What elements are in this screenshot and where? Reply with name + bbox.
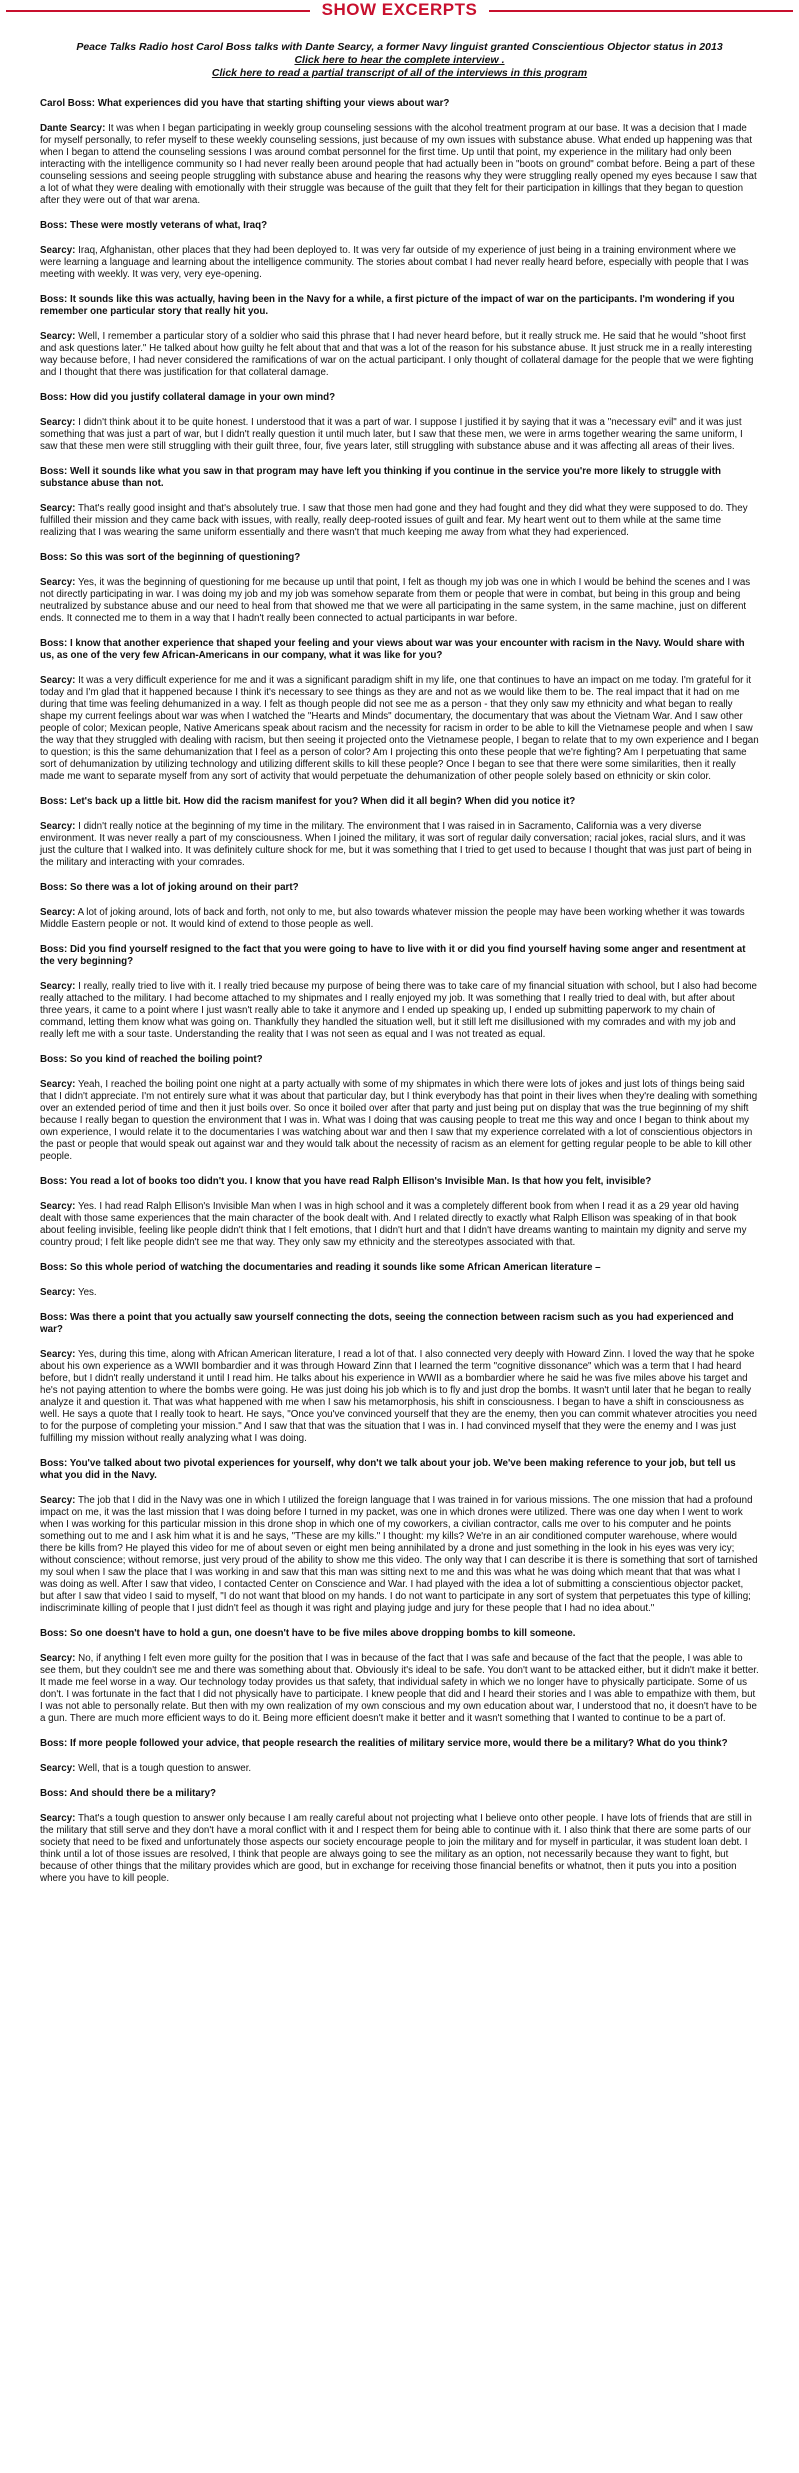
- speaker-label: Boss:: [40, 1458, 68, 1469]
- speaker-label: Searcy:: [40, 245, 76, 256]
- answer-text: Iraq, Afghanistan, other places that they had been deployed to. It was very far outside of my experience of just being in a training environment where we were learning a language and learning about the intelligence community. The stories about combat I had never really heard before, especially with people that I was meeting with weekly. It was very, very eye-opening.: [40, 245, 749, 280]
- question-text: So there was a lot of joking around on their part?: [69, 882, 299, 893]
- speaker-label: Searcy:: [40, 417, 76, 428]
- answer-text: Yes, it was the beginning of questioning for me because up until that point, I felt as though my job was one in which I would be behind the scenes and I was not directly participating in war. I was doing my job and my job was somehow separate from them or people that were in combat, but being in this group and being neutralized by substance abuse and our need to heal from that showed me that we were all participating in the same system, in the same machine, just on different ends. It connected me to them in a way that I hadn't really been connected to actual participants in war before.: [40, 577, 751, 624]
- answer-text: Well, I remember a particular story of a soldier who said this phrase that I had never heard before, but it really struck me. He said that he would "shoot first and ask questions later." He talked about how guilty he felt about that and that was a lot of the reason for his substance abuse. It just struck me in a really interesting way because before, I had never considered the ramifications of war on the actual participant. I only thought of collateral damage for the people that we were fighting and I thought that there was justification for that collateral damage.: [40, 331, 754, 378]
- speaker-label: Searcy:: [40, 1201, 76, 1212]
- question-paragraph: [40, 1312, 759, 1336]
- answer-paragraph: [40, 1763, 759, 1775]
- speaker-label: Searcy:: [40, 821, 76, 832]
- answer-paragraph: [40, 1349, 759, 1445]
- question-paragraph: [40, 882, 759, 894]
- answer-paragraph: [40, 907, 759, 931]
- speaker-label: Boss:: [40, 466, 68, 477]
- speaker-label: Boss:: [40, 1628, 68, 1639]
- intro: [40, 41, 759, 80]
- question-paragraph: [40, 1176, 759, 1188]
- speaker-label: Boss:: [40, 1788, 68, 1799]
- question-text: Well it sounds like what you saw in that program may have left you thinking if you continue in the service you're more likely to struggle with substance abuse than not.: [40, 466, 722, 489]
- answer-text: Yes.: [77, 1287, 97, 1298]
- page-title: SHOW EXCERPTS: [0, 0, 799, 20]
- intro-line: Peace Talks Radio host Carol Boss talks with Dante Searcy, a former Navy linguist granted Conscientious Objector status in 2013: [76, 41, 723, 53]
- speaker-label: Boss:: [40, 552, 68, 563]
- question-text: How did you justify collateral damage in your own mind?: [69, 392, 336, 403]
- speaker-label: Boss:: [40, 796, 68, 807]
- answer-paragraph: [40, 245, 759, 281]
- question-paragraph: [40, 392, 759, 404]
- question-text: So one doesn't have to hold a gun, one doesn't have to be five miles above dropping bombs to kill someone.: [69, 1628, 576, 1639]
- answer-text: That's a tough question to answer only because I am really careful about not projecting what I believe onto other people. I have lots of friends that are still in the military that still serve and they don't have a moral conflict with it and I respect them for being able to continue with it. I also think that there are some parts of our society that need to be fixed and unfortunately those aspects our society encourage people to join the military and for myself in particular, it was student loan debt. I think until a lot of those issues are resolved, I think that people are always going to see the military as an option, not necessarily because they want to fight, but because of other things that the military provides which are good, but in exchange for receiving those financial benefits or whatnot, then it puts you into a position where you have to kill people.: [40, 1813, 752, 1884]
- speaker-label: Boss:: [40, 220, 68, 231]
- answer-text: It was when I began participating in weekly group counseling sessions with the alcohol treatment program at our base. It was a decision that I made for myself personally, to refer myself to these weekly counseling sessions, just because of my own issues with substance abuse. What ended up happening was that when I began to attend the counseling sessions I was around combat personnel for the first time. Up until that point, my experience in the military had only been interacting with the intelligence community so I had never really been around people that had actually been in "boots on ground" combat before. Being a part of these counseling sessions and seeing people struggling with substance abuse and hearing the reasons why they were struggling really opened my eyes because I saw that a lot of what they were dealing with emotionally with their struggle was because of the guilt that they felt for their participation in killings that they began to question after they were out of that war arena.: [40, 123, 757, 206]
- speaker-label: Dante Searcy:: [40, 123, 106, 134]
- question-paragraph: [40, 294, 759, 318]
- answer-text: That's really good insight and that's absolutely true. I saw that those men had gone and they had fought and they did what they were supposed to do. They fulfilled their mission and they came back with issues, with really, really deep-rooted issues of guilt and fear. My heart went out to them while at the same time realizing that I was wearing the same uniform essentially and there wasn't that much keeping me away from what they had experienced.: [40, 503, 748, 538]
- answer-paragraph: [40, 1201, 759, 1249]
- answer-paragraph: [40, 821, 759, 869]
- question-paragraph: [40, 944, 759, 968]
- speaker-label: Searcy:: [40, 1349, 76, 1360]
- question-paragraph: [40, 220, 759, 232]
- question-paragraph: [40, 1458, 759, 1482]
- answer-text: Well, that is a tough question to answer.: [78, 1763, 252, 1774]
- answer-text: No, if anything I felt even more guilty for the position that I was in because of the fact that I was safe and because of the fact that the people, I was able to see them, but they couldn't see me and there was something about that. Obviously it's ideal to be safe. You don't want to be attacked either, but it didn't make it better. It made me feel worse in a way. Our technology today provides us that safety, that individual safety in which we no longer have to physically participate. Some of us don't. I was fortunate in the fact that I did not physically have to participate. I knew people that did and I heard their stories and I was able to empathize with them, but I was not able to personally relate. But then with my own realization of my own conscious and my own education about war, I understood that no, it doesn't have to be a gun. There are much more efficient ways to do it. Being more efficient doesn't make it better and it wasn't something that I wanted to continue to be a part of.: [40, 1653, 759, 1724]
- speaker-label: Boss:: [40, 1262, 68, 1273]
- question-paragraph: [40, 98, 759, 110]
- answer-paragraph: [40, 1287, 759, 1299]
- answer-paragraph: [40, 1495, 759, 1615]
- speaker-label: Searcy:: [40, 1495, 76, 1506]
- question-text: You read a lot of books too didn't you. I know that you have read Ralph Ellison's Invisible Man. Is that how you felt, invisible?: [69, 1176, 652, 1187]
- speaker-label: Boss:: [40, 1054, 68, 1065]
- question-paragraph: [40, 1054, 759, 1066]
- question-text: These were mostly veterans of what, Iraq?: [69, 220, 268, 231]
- speaker-label: Searcy:: [40, 577, 76, 588]
- answer-paragraph: [40, 981, 759, 1041]
- speaker-label: Searcy:: [40, 1763, 76, 1774]
- answer-text: I didn't think about it to be quite honest. I understood that it was a part of war. I suppose I justified it by saying that it was a "necessary evil" and it was just something that was just a part of war, but I didn't really question it until much later, but I saw that these men, we were in arms together wearing the same uniform, I saw that these men were still struggling with their guilt three, four, five years later, still struggling with substance abuse and it was affecting all areas of their lives.: [40, 417, 743, 452]
- question-paragraph: [40, 1788, 759, 1800]
- speaker-label: Searcy:: [40, 981, 76, 992]
- speaker-label: Searcy:: [40, 1653, 76, 1664]
- question-text: Let's back up a little bit. How did the racism manifest for you? When did it all begin? When did you notice it?: [69, 796, 576, 807]
- question-text: And should there be a military?: [69, 1788, 217, 1799]
- speaker-label: Boss:: [40, 1738, 68, 1749]
- speaker-label: Searcy:: [40, 1079, 76, 1090]
- speaker-label: Searcy:: [40, 1813, 76, 1824]
- question-text: What experiences did you have that starting shifting your views about war?: [97, 98, 450, 109]
- question-text: You've talked about two pivotal experiences for yourself, why don't we talk about your job. We've been making reference to your job, but tell us what you did in the Navy.: [40, 1458, 736, 1481]
- speaker-label: Boss:: [40, 944, 68, 955]
- question-text: So this was sort of the beginning of questioning?: [69, 552, 301, 563]
- speaker-label: Boss:: [40, 392, 68, 403]
- question-text: If more people followed your advice, that people research the realities of military service more, would there be a military? What do you think?: [69, 1738, 728, 1749]
- answer-paragraph: [40, 1079, 759, 1163]
- question-text: Did you find yourself resigned to the fact that you were going to have to live with it or did you find yourself having some anger and resentment at the very beginning?: [40, 944, 746, 967]
- question-paragraph: [40, 796, 759, 808]
- answer-text: Yeah, I reached the boiling point one night at a party actually with some of my shipmates in which there were lots of jokes and just lots of things being said that I didn't appreciate. I'm not entirely sure what it was about that particular day, but I think everybody has that point in their lives when they're dealing with something over an extended period of time and then it just boils over. So once it boiled over after that party and just being put on display that was the true beginning of my shift because I really began to question the environment that I was in. What was I doing that was causing people to treat me this way and once I began to think about my own experience, I would relate it to the documentaries I was watching about war and then I saw that my experience correlated with a lot of conscientious objectors in the past or people that would speak out against war and they would talk about the necessity of racism as an element for getting regular people to be able to kill other people.: [40, 1079, 758, 1162]
- speaker-label: Searcy:: [40, 675, 76, 686]
- question-paragraph: [40, 466, 759, 490]
- answer-paragraph: [40, 331, 759, 379]
- answer-text: A lot of joking around, lots of back and forth, not only to me, but also towards whatever mission the people may have been working whether it was towards Middle Eastern people or not. It would kind of extend to those people as well.: [40, 907, 745, 930]
- answer-paragraph: [40, 577, 759, 625]
- question-paragraph: [40, 1738, 759, 1750]
- question-text: Was there a point that you actually saw yourself connecting the dots, seeing the connection between racism such as you had experienced and war?: [40, 1312, 734, 1335]
- question-paragraph: [40, 638, 759, 662]
- answer-paragraph: [40, 503, 759, 539]
- read-transcript-link[interactable]: Click here to read a partial transcript of all of the interviews in this program: [211, 67, 588, 79]
- speaker-label: Boss:: [40, 294, 68, 305]
- question-text: So this whole period of watching the documentaries and reading it sounds like some African American literature –: [69, 1262, 601, 1273]
- answer-text: Yes. I had read Ralph Ellison's Invisible Man when I was in high school and it was a completely different book from when I read it as a 29 year old having dealt with those same experiences that the main character of the book dealt with. And I related directly to exactly what Ralph Ellison was speaking of in that book about feeling invisible, feeling like people didn't think that I felt emotions, that I didn't hurt and that I didn't have dreams wanting to maintain my dignity and serve my country proud; I felt like people didn't see me that way. They only saw my ethnicity and the stereotypes associated with that.: [40, 1201, 747, 1248]
- answer-paragraph: [40, 123, 759, 207]
- question-paragraph: [40, 1628, 759, 1640]
- question-text: I know that another experience that shaped your feeling and your views about war was your encounter with racism in the Navy. Would share with us, as one of the very few African-Americans in our company, what it was like for you?: [40, 638, 745, 661]
- question-paragraph: [40, 1262, 759, 1274]
- question-text: So you kind of reached the boiling point?: [69, 1054, 263, 1065]
- speaker-label: Boss:: [40, 1176, 68, 1187]
- speaker-label: Boss:: [40, 638, 68, 649]
- speaker-label: Searcy:: [40, 1287, 76, 1298]
- speaker-label: Boss:: [40, 1312, 68, 1323]
- speaker-label: Boss:: [40, 882, 68, 893]
- transcript: [40, 98, 759, 1898]
- speaker-label: Searcy:: [40, 331, 76, 342]
- speaker-label: Searcy:: [40, 503, 76, 514]
- answer-paragraph: [40, 1813, 759, 1885]
- hear-interview-link[interactable]: Click here to hear the complete interview .: [294, 54, 505, 66]
- question-paragraph: [40, 552, 759, 564]
- answer-text: It was a very difficult experience for me and it was a significant paradigm shift in my life, one that continues to have an impact on me today. I'm grateful for it today and I'm glad that it happened because I think it's necessary to see things as they are and not as we would like them to be. The real impact that it had on me during that time was feeling dehumanized in a way. I felt as though people did not see me as a person - that they only saw my ethnicity and what began to really shape my current feelings about war was when I watched the "Hearts and Minds" documentary, the documentary that was about the Vietnam War. And I saw other people of color; Mexican people, Native Americans speak about racism and the necessity for racism in order to be able to kill the Vietnamese people and when I saw the way that they struggled with dealing with racism, but then seeing it projected onto the Vietnamese people, I began to relate that to my own experience and I began to question; is this the same dehumanization that I feel as a person of color? Am I projecting this onto these people that we're fighting? Am I perpetuating that same sort of dehumanization by utilizing technology and utilizing different skills to kill these people? Once I began to see that there were some similarities, then it really made me want to separate myself from any sort of activity that would perpetuate the dehumanization of other people solely based on ethnicity or skin color.: [40, 675, 759, 782]
- answer-text: I really, really tried to live with it. I really tried because my purpose of being there was to take care of my financial situation with school, but I also had become really attached to the military. I had become attached to my shipmates and I really enjoyed my job. It was something that I really tried to deal with, but after about three years, it came to a point where I just wasn't really able to take it anymore and I ended up speaking up, I ended up submitting paperwork to my chain of command, letting them know what was going on. Thankfully they handled the situation well, but it still left me disillusioned with my comrades and with my job and really left me with a sour taste. Understanding the reality that I was not seen as equal and I was not treated as equal.: [40, 981, 758, 1040]
- answer-text: I didn't really notice at the beginning of my time in the military. The environment that I was raised in in Sacramento, California was a very diverse environment. It was never really a part of my consciousness. When I joined the military, it was sort of regular daily conversation; racial jokes, racial slurs, and it was just the culture that I walked into. It was definitely culture shock for me, but it was something that I tried to get used to because I thought that was just part of being in the military and interacting with your comrades.: [40, 821, 752, 868]
- question-text: It sounds like this was actually, having been in the Navy for a while, a first picture of the impact of war on the participants. I'm wondering if you remember one particular story that really hit you.: [40, 294, 735, 317]
- answer-paragraph: [40, 417, 759, 453]
- speaker-label: Carol Boss:: [40, 98, 95, 109]
- answer-paragraph: [40, 675, 759, 783]
- speaker-label: Searcy:: [40, 907, 76, 918]
- answer-paragraph: [40, 1653, 759, 1725]
- answer-text: Yes, during this time, along with African American literature, I read a lot of that. I also connected very deeply with Howard Zinn. I loved the way that he spoke about his own experience as a WWII bombardier and it was through Howard Zinn that I learned the term "cognitive dissonance" which was a term that I had heard before, but I didn't really understand it until I read him. He talks about his experience in WWII as a bombardier where he said he was five miles above his target and he's not paying attention to where the bombs were going. He was just doing his job which is to fly and just drop the bombs. It wasn't until later that he began to really analyze it and question it. That was what happened with me when I saw his metamorphosis, his shift in consciousness. I began to have a shift in consciousness as well. He says a quote that I really took to heart. He says, "Once you've convinced yourself that they are the enemy, then you can commit whatever atrocities you need to for the purpose of completing your mission." And I saw that that was the situation that I was in. I had convinced myself that they were the enemy and I was just fulfilling my mission without really analyzing what I was doing.: [40, 1349, 757, 1444]
- answer-text: The job that I did in the Navy was one in which I utilized the foreign language that I was trained in for various missions. The one mission that had a profound impact on me, it was the last mission that I was doing before I turned in my packet, was one in which drones were utilized. There was one day when I went to work when I was working for this particular mission in this drone shop in which one of my coworkers, a civilian contractor, calls me over to his computer and he points something out to me and I ask him what it is and he says, "These are my kills." I thought: my kills? We're in an air conditioned computer warehouse, where would there be kills from? He played this video for me of about seven or eight men being annihilated by a drone and just something in the look in his eyes was very icy; without conscience; without remorse, just very proud of the ability to show me this video. The only way that I can describe it is there is something that sort of tarnished my soul when I saw the place that I was working in and saw that this man was sitting next to me and this was what he was doing which meant that that was what I was doing as well. After I saw that video, I contacted Center on Conscience and War. I had played with the idea a lot of submitting a conscientious objector packet, but after I saw that video I said to myself, "I do not want that blood on my hands. I do not want to participate in any sort of system that perpetuates this type of killing; indiscriminate killing of people that I just didn't feel as though it was right and playing judge and jury for these people that I had no idea about.": [40, 1495, 758, 1614]
